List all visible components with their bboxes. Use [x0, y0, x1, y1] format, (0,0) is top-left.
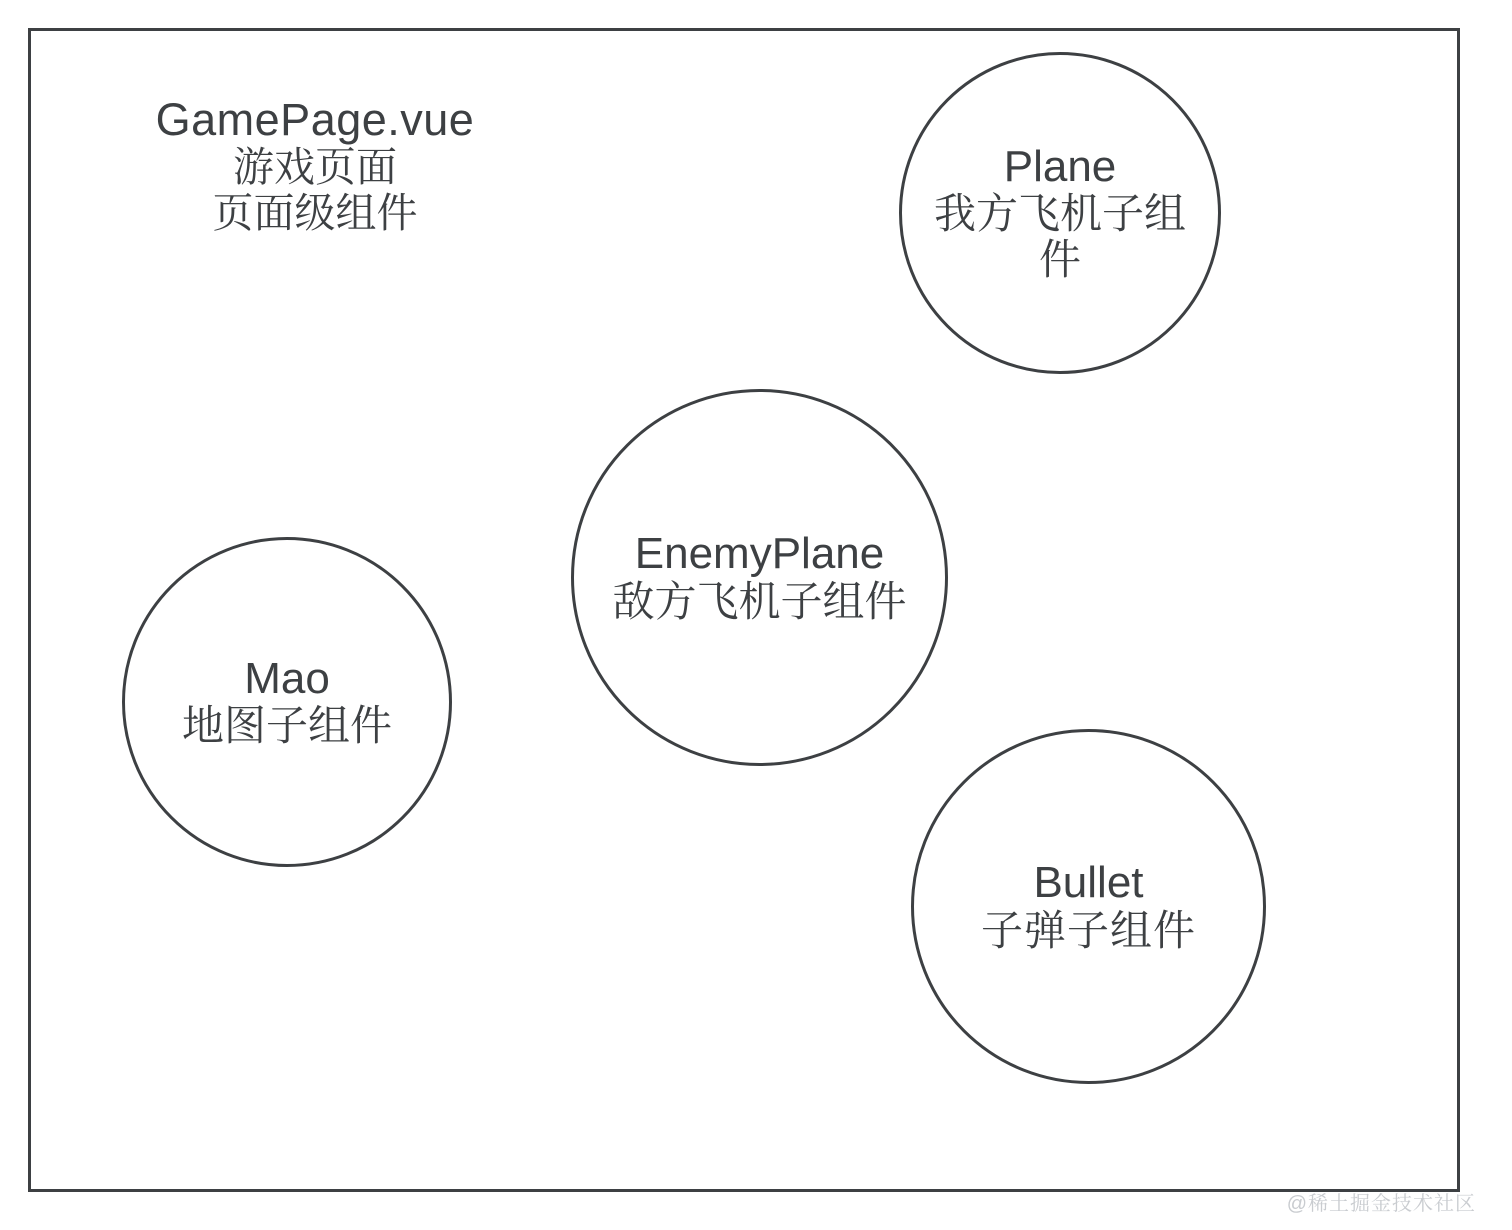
gamepage-subtitle-line2: 页面级组件	[212, 190, 418, 237]
node-bullet-title: Bullet	[1033, 858, 1144, 908]
node-plane-desc: 我方飞机子组件	[933, 190, 1186, 284]
node-mao	[122, 537, 452, 867]
gamepage-label	[100, 95, 530, 237]
gamepage-title: GamePage.vue	[155, 94, 475, 145]
node-mao-desc: 地图子组件	[181, 702, 392, 750]
watermark: @稀土掘金技术社区	[1286, 1193, 1476, 1215]
node-mao-title: Mao	[244, 653, 330, 703]
node-plane-title: Plane	[1003, 141, 1117, 191]
node-plane	[899, 52, 1221, 374]
node-bullet-desc: 子弹子组件	[980, 906, 1196, 954]
node-enemyplane-title: EnemyPlane	[634, 529, 885, 579]
node-bullet	[911, 729, 1266, 1084]
node-enemyplane-desc: 敌方飞机子组件	[612, 577, 907, 625]
gamepage-subtitle-line1: 游戏页面	[233, 144, 397, 191]
node-enemyplane	[571, 389, 948, 766]
